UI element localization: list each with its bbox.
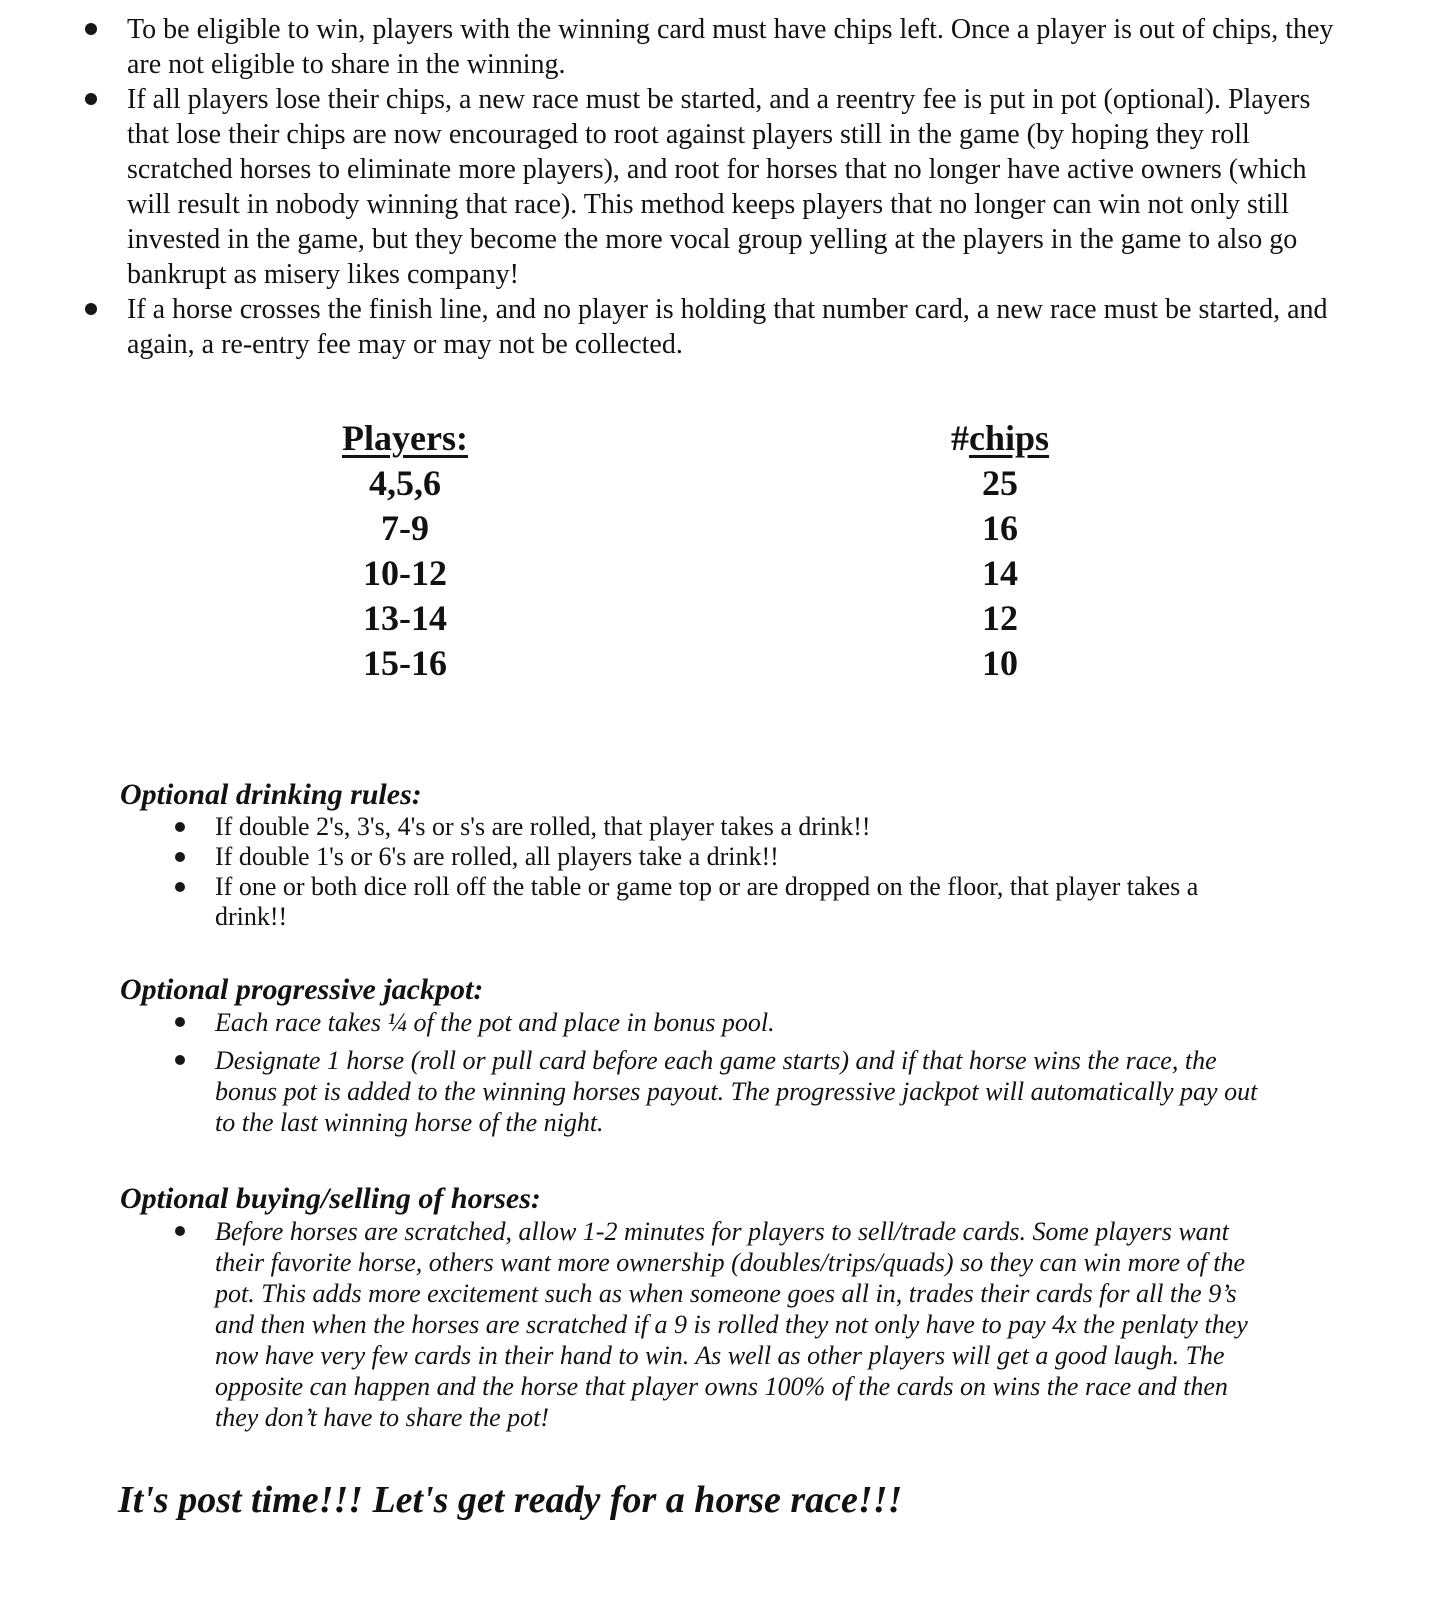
- players-cell: 4,5,6: [369, 463, 441, 503]
- bullet-icon: [85, 12, 127, 35]
- bullet-text: If double 1's or 6's are rolled, all players take a drink!!: [215, 842, 779, 871]
- bullet-text: If a horse crosses the finish line, and no player is holding that number card, a new race must be started, and again, a re-entry fee may or may not be collected.: [127, 294, 1328, 360]
- players-header-cell: [0, 416, 810, 461]
- bullet-icon: [85, 292, 127, 315]
- players-cell: 13-14: [363, 598, 447, 638]
- intro-bullet-list: [85, 12, 1390, 362]
- players-cell: 10-12: [363, 553, 447, 593]
- jackpot-bullet-list: [175, 1007, 1445, 1138]
- bullet-item: [85, 82, 1390, 292]
- bullet-item: [175, 1045, 1445, 1138]
- bullet-icon: [85, 82, 127, 105]
- section-heading-buying: Optional buying/selling of horses:: [120, 1182, 541, 1215]
- document-page: [0, 12, 1445, 1523]
- table-row: [0, 641, 1445, 686]
- players-cell: 15-16: [363, 643, 447, 683]
- players-cell: 7-9: [381, 508, 429, 548]
- bullet-icon: [175, 1216, 215, 1236]
- players-header-label: Players:: [342, 418, 468, 458]
- drinking-bullet-list: [175, 812, 1445, 932]
- bullet-icon: [175, 842, 215, 862]
- bullet-item: [175, 872, 1445, 932]
- chips-cell: 16: [982, 508, 1018, 548]
- bullet-item: [175, 1007, 1445, 1038]
- chips-cell: 12: [982, 598, 1018, 638]
- bullet-item: [85, 292, 1390, 362]
- bullet-text: Before horses are scratched, allow 1-2 minutes for players to sell/trade cards. Some players want their favorite horse, others want more ownership (doubles/trips/quads) so they can win more of the pot. This adds more excitement such as when someone goes all in, trades their cards for all the 9’s and then when the horses are scratched if a 9 is rolled they not only have to pay 4x the penlaty they now have very few cards in their hand to win. As well as other players will get a good laugh. The opposite can happen and the horse that player owns 100% of the cards on wins the race and then they don’t have to share the pot!: [215, 1217, 1248, 1432]
- chips-header-prefix: #: [950, 418, 969, 458]
- bullet-item: [175, 1216, 1445, 1433]
- section-drinking-rules: [120, 778, 1445, 932]
- players-chips-table: [0, 416, 1445, 686]
- closing-line: It's post time!!! Let's get ready for a horse race!!!: [118, 1479, 903, 1521]
- bullet-item: [175, 842, 1445, 872]
- section-buying-selling: [120, 1182, 1445, 1433]
- bullet-text: Each race takes ¼ of the pot and place in bonus pool.: [215, 1008, 775, 1037]
- table-row: [0, 461, 1445, 506]
- chips-header-cell: [810, 416, 1190, 461]
- table-row: [0, 596, 1445, 641]
- bullet-text: Designate 1 horse (roll or pull card before each game starts) and if that horse wins the race, the bonus pot is added to the winning horses payout. The progressive jackpot will automatically pay out to the last winning horse of the night.: [215, 1046, 1258, 1137]
- bullet-icon: [175, 1007, 215, 1027]
- bullet-text: To be eligible to win, players with the winning card must have chips left. Once a player is out of chips, they are not eligible to share in the winning.: [127, 14, 1334, 80]
- section-heading-jackpot: Optional progressive jackpot:: [120, 973, 484, 1006]
- bullet-icon: [175, 812, 215, 832]
- table-row: [0, 506, 1445, 551]
- table-body: [0, 461, 1445, 686]
- bullet-text: If one or both dice roll off the table or game top or are dropped on the floor, that player takes a drink!!: [215, 872, 1199, 931]
- chips-cell: 10: [982, 643, 1018, 683]
- section-progressive-jackpot: [120, 973, 1445, 1138]
- buying-bullet-list: [175, 1216, 1445, 1433]
- chips-cell: 14: [982, 553, 1018, 593]
- chips-header-label: chips: [968, 418, 1050, 458]
- bullet-item: [175, 812, 1445, 842]
- bullet-item: [85, 12, 1390, 82]
- bullet-text: If all players lose their chips, a new race must be started, and a reentry fee is put in pot (optional). Players that lose their chips are now encouraged to root against players still in the game (by hoping they roll scratched horses to eliminate more players), and root for horses that no longer have active owners (which will result in nobody winning that race). This method keeps players that no longer can win not only still invested in the game, but they become the more vocal group yelling at the players in the game to also go bankrupt as misery likes company!: [127, 84, 1311, 290]
- chips-cell: 25: [982, 463, 1018, 503]
- bullet-text: If double 2's, 3's, 4's or s's are rolled, that player takes a drink!!: [215, 812, 871, 841]
- table-row: [0, 551, 1445, 596]
- bullet-icon: [175, 1045, 215, 1065]
- bullet-icon: [175, 872, 215, 892]
- section-heading-drinking: Optional drinking rules:: [120, 778, 422, 811]
- table-header-row: [0, 416, 1445, 461]
